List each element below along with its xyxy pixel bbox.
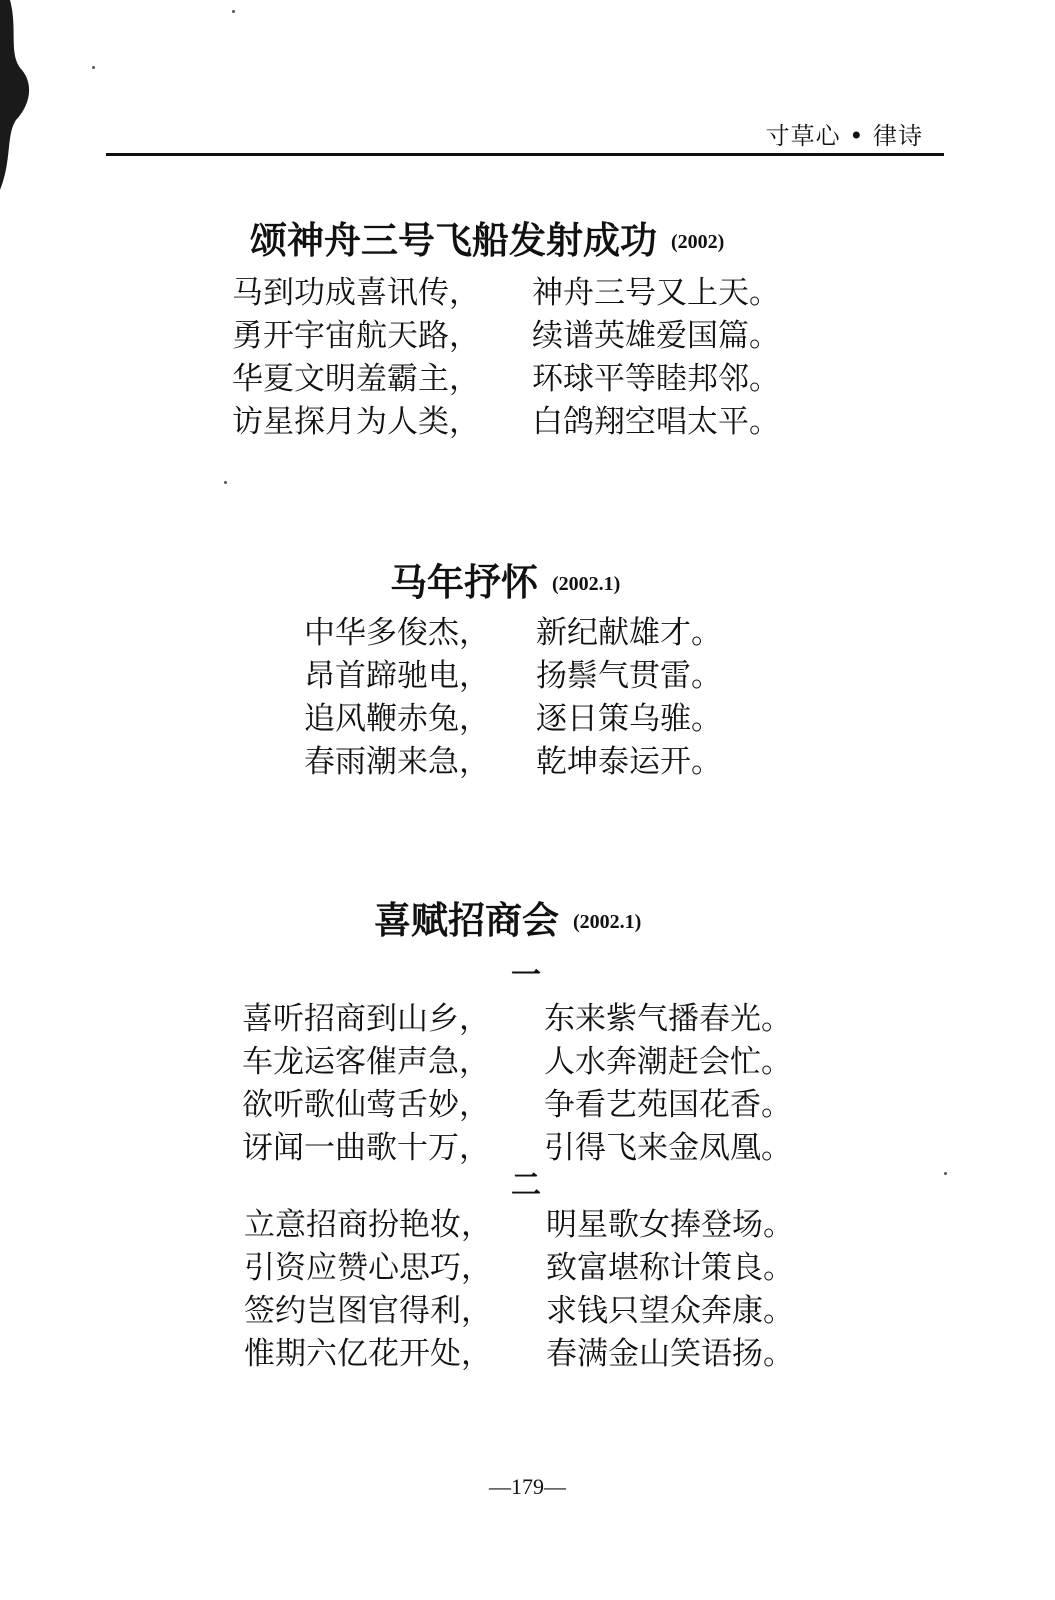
verse-line [244,1204,794,1247]
verse-first-half: 引资应赞心思巧， [244,1250,492,1286]
poem-date: (2002.1) [552,573,621,595]
poem-date: (2002.1) [573,911,642,933]
verse-first-half: 昂首蹄驰电， [304,658,490,694]
verse-line [244,1333,794,1376]
verse-line [242,1041,792,1084]
verse-second-half: 引得飞来金凤凰。 [544,1130,792,1166]
verse-line [232,358,780,401]
verse-second-half: 东来紫气播春光。 [544,1001,792,1037]
verse-second-half: 求钱只望众奔康。 [546,1293,794,1329]
verse-line [244,1290,794,1333]
poem-title [390,552,620,606]
page-number: —179— [489,1474,566,1499]
verse-second-half: 神舟三号又上天。 [532,275,780,311]
verse-line [232,401,780,444]
verse-first-half: 华夏文明羞霸主， [232,361,480,397]
verse-first-half: 讶闻一曲歌十万， [242,1130,490,1166]
scan-speck [232,10,235,13]
verse-line [242,998,792,1041]
verse-first-half: 车龙运客催声急， [242,1044,490,1080]
page-edge-shadow [0,0,42,200]
verse-first-half: 马到功成喜讯传， [232,275,480,311]
verse-line [304,698,722,741]
verse-first-half: 勇开宇宙航天路， [232,318,480,354]
verse-line [244,1247,794,1290]
verse-line [232,315,780,358]
verse-second-half: 逐日策乌骓。 [536,701,722,737]
verse-first-half: 追风鞭赤兔， [304,701,490,737]
scan-speck [92,66,95,69]
verse-line [304,612,722,655]
poem-title-text: 喜赋招商会 [374,899,559,942]
verse-block [242,998,792,1170]
verse-line [304,655,722,698]
verse-block [244,1204,794,1376]
verse-block [304,612,722,784]
verse-second-half: 致富堪称计策良。 [546,1250,794,1286]
section-number: 二 [511,1168,541,1203]
verse-line [232,272,780,315]
poem-title-text: 颂神舟三号飞船发射成功 [250,219,657,262]
verse-second-half: 乾坤泰运开。 [536,744,722,780]
verse-second-half: 扬鬃气贯雷。 [536,658,722,694]
verse-first-half: 喜听招商到山乡， [242,1001,490,1037]
verse-second-half: 环球平等睦邦邻。 [532,361,780,397]
poem-date: (2002) [671,231,725,253]
verse-first-half: 签约岂图官得利， [244,1293,492,1329]
verse-first-half: 访星探月为人类， [232,404,480,440]
verse-second-half: 白鸽翔空唱太平。 [532,404,780,440]
running-head: 寸草心 • 律诗 [765,122,923,150]
verse-second-half: 春满金山笑语扬。 [546,1336,794,1372]
header-rule [106,153,944,156]
verse-first-half: 中华多俊杰， [304,615,490,651]
scan-speck [224,481,227,484]
verse-block [232,272,780,444]
poem-title [374,890,641,944]
verse-second-half: 新纪献雄才。 [536,615,722,651]
verse-first-half: 春雨潮来急， [304,744,490,780]
verse-first-half: 立意招商扮艳妆， [244,1207,492,1243]
poem-title [250,210,724,264]
verse-second-half: 人水奔潮赶会忙。 [544,1044,792,1080]
scan-speck [944,1172,947,1175]
verse-line [304,741,722,784]
verse-first-half: 欲听歌仙莺舌妙， [242,1087,490,1123]
section-number: 一 [511,958,541,993]
verse-first-half: 惟期六亿花开处， [244,1336,492,1372]
poem-title-text: 马年抒怀 [390,561,538,604]
verse-line [242,1084,792,1127]
verse-second-half: 明星歌女捧登场。 [546,1207,794,1243]
verse-second-half: 续谱英雄爱国篇。 [532,318,780,354]
verse-second-half: 争看艺苑国花香。 [544,1087,792,1123]
